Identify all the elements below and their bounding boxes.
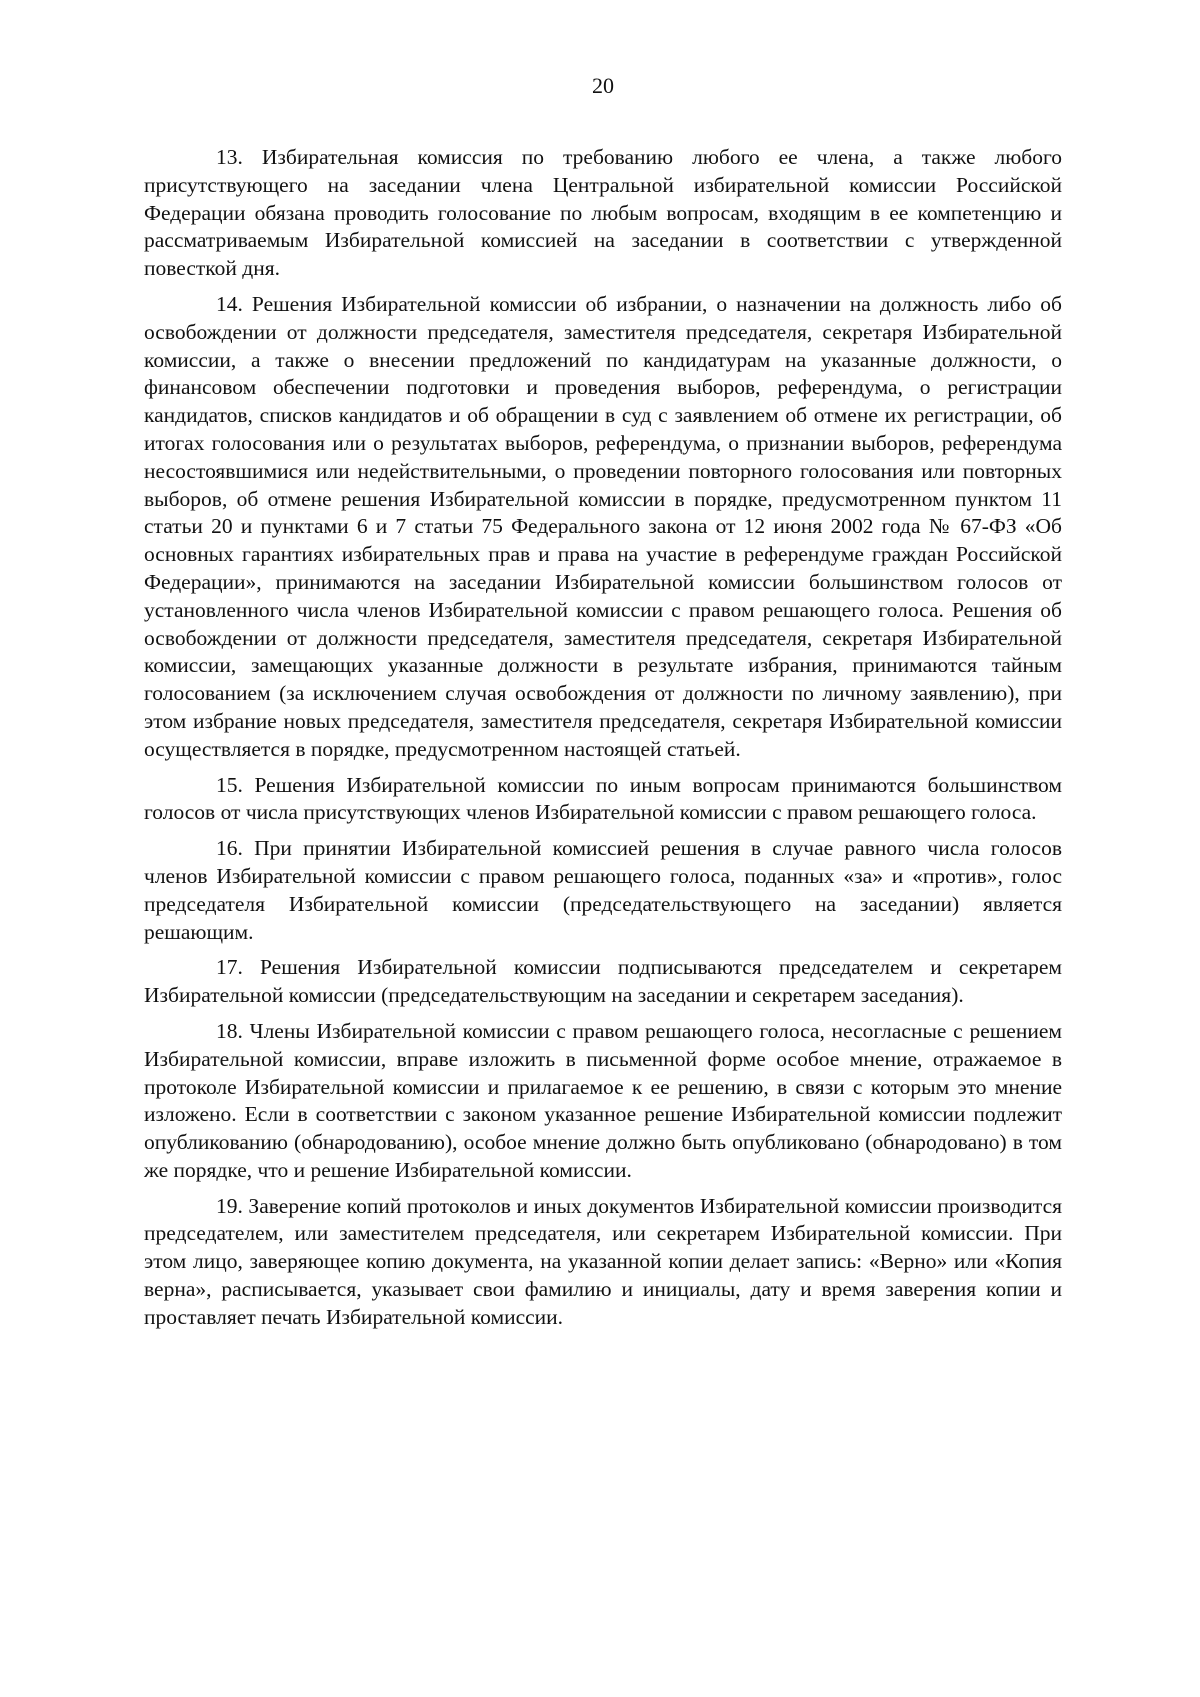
paragraph-14: 14. Решения Избирательной комиссии об избрании, о назначении на должность либо об освобождении от должности председателя, заместителя председателя, секретаря Избирательной комиссии, а также о внесении предложений по кандидатурам на указанные должности, о финансовом обеспечении подготовки и проведения выборов, референдума, о регистрации кандидатов, списков кандидатов и об обращении в суд с заявлением об отмене их регистрации, об итогах голосования или о результатах выборов, референдума, о признании выборов, референдума несостоявшимися или недействительными, о проведении повторного голосования или повторных выборов, об отмене решения Избирательной комиссии в порядке, предусмотренном пунктом 11 статьи 20 и пунктами 6 и 7 статьи 75 Федерального закона от 12 июня 2002 года № 67-ФЗ «Об основных гарантиях избирательных прав и права на участие в референдуме граждан Российской Федерации», принимаются на заседании Избирательной комиссии большинством голосов от установленного числа членов Избирательной комиссии с правом решающего голоса. Решения об освобождении от должности председателя, заместителя председателя, секретаря Избирательной комиссии, замещающих указанные должности в результате избрания, принимаются тайным голосованием (за исключением случая освобождения от должности по личному заявлению), при этом избрание новых председателя, заместителя председателя, секретаря Избирательной комиссии осуществляется в порядке, предусмотренном настоящей статьей. xyxy=(144,291,1062,761)
paragraph-19: 19. Заверение копий протоколов и иных документов Избирательной комиссии производится председателем, или заместителем председателя, или секретарем Избирательной комиссии. При этом лицо, заверяющее копию документа, на указанной копии делает запись: «Верно» или «Копия верна», расписывается, указывает свои фамилию и инициалы, дату и время заверения копии и проставляет печать Избирательной комиссии. xyxy=(144,1193,1062,1329)
page-number: 20 xyxy=(592,73,614,98)
document-body xyxy=(144,144,1062,1340)
paragraph-18: 18. Члены Избирательной комиссии с правом решающего голоса, несогласные с решением Избирательной комиссии, вправе изложить в письменной форме особое мнение, отражаемое в протоколе Избирательной комиссии и прилагаемое к ее решению, в связи с которым это мнение изложено. Если в соответствии с законом указанное решение Избирательной комиссии подлежит опубликованию (обнародованию), особое мнение должно быть опубликовано (обнародовано) в том же порядке, что и решение Избирательной комиссии. xyxy=(144,1018,1062,1182)
paragraph-15: 15. Решения Избирательной комиссии по иным вопросам принимаются большинством голосов от числа присутствующих членов Избирательной комиссии с правом решающего голоса. xyxy=(144,772,1062,825)
document-page xyxy=(144,0,1062,1697)
paragraph-13: 13. Избирательная комиссия по требованию любого ее члена, а также любого присутствующего на заседании члена Центральной избирательной комиссии Российской Федерации обязана проводить голосование по любым вопросам, входящим в ее компетенцию и рассматриваемым Избирательной комиссией на заседании в соответствии с утвержденной повесткой дня. xyxy=(144,145,1062,281)
paragraph-16: 16. При принятии Избирательной комиссией решения в случае равного числа голосов членов Избирательной комиссии с правом решающего голоса, поданных «за» и «против», голос председателя Избирательной комиссии (председательствующего на заседании) является решающим. xyxy=(144,836,1062,944)
paragraph-17: 17. Решения Избирательной комиссии подписываются председателем и секретарем Избирательной комиссии (председательствующим на заседании и секретарем заседания). xyxy=(144,955,1062,1008)
